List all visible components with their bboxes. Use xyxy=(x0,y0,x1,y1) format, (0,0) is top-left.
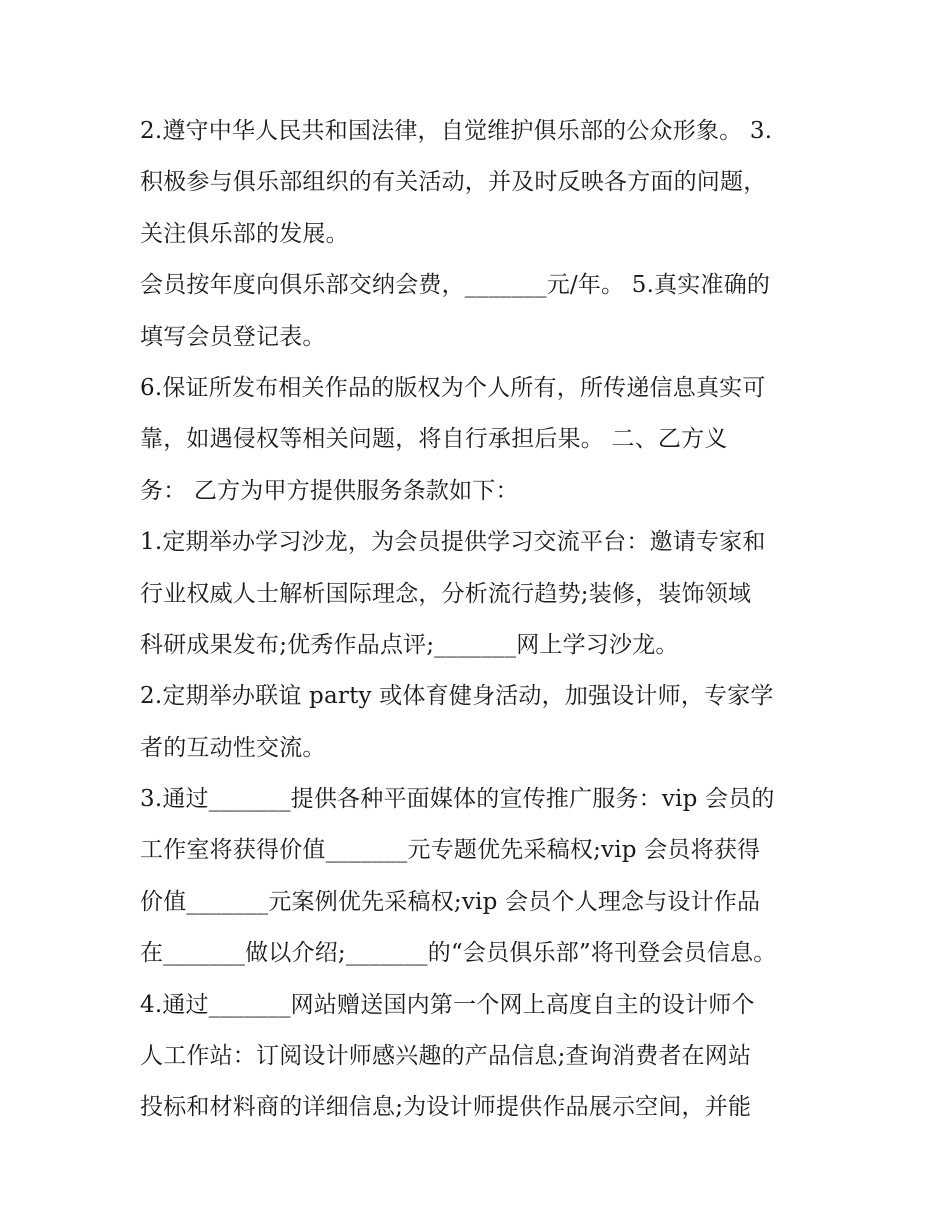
text-line: 靠，如遇侵权等相关问题，将自行承担后果。 二、乙方义 xyxy=(140,426,728,453)
text-line: 会员按年度向俱乐部交纳会费，_______元/年。 5.真实准确的 xyxy=(140,272,771,299)
text-line: 行业权威人士解析国际理念，分析流行趋势;装修，装饰领域 xyxy=(140,580,752,607)
text-line: 6.保证所发布相关作品的版权为个人所有，所传递信息真实可 xyxy=(140,374,766,401)
text-line: 价值_______元案例优先采稿权;vip 会员个人理念与设计作品 xyxy=(140,888,761,915)
text-line: 人工作站：订阅设计师感兴趣的产品信息;查询消费者在网站 xyxy=(140,1043,752,1070)
text-line: 工作室将获得价值_______元专题优先采稿权;vip 会员将获得 xyxy=(140,837,761,864)
text-line: 2.遵守中华人民共和国法律，自觉维护俱乐部的公众形象。 3. xyxy=(140,118,773,144)
text-line: 科研成果发布;优秀作品点评;_______网上学习沙龙。 xyxy=(140,631,679,658)
text-line: 者的互动性交流。 xyxy=(140,734,326,761)
text-line: 1.定期举办学习沙龙，为会员提供学习交流平台：邀请专家和 xyxy=(140,529,766,556)
text-line: 积极参与俱乐部组织的有关活动，并及时反映各方面的问题， xyxy=(140,169,767,196)
text-line: 4.通过_______网站赠送国内第一个网上高度自主的设计师个 xyxy=(140,991,755,1018)
document-body xyxy=(140,106,810,1134)
text-line: 2.定期举办联谊 party 或体育健身活动，加强设计师，专家学 xyxy=(140,683,774,710)
text-line: 填写会员登记表。 xyxy=(140,323,326,350)
text-line: 3.通过_______提供各种平面媒体的宣传推广服务：vip 会员的 xyxy=(140,786,775,813)
text-line: 务： 乙方为甲方提供服务条款如下： xyxy=(140,477,519,504)
text-line: 在_______做以介绍;_______的“会员俱乐部”将刊登会员信息。 xyxy=(140,940,777,967)
text-line: 关注俱乐部的发展。 xyxy=(140,220,349,247)
text-line: 投标和材料商的详细信息;为设计师提供作品展示空间，并能 xyxy=(140,1094,752,1121)
